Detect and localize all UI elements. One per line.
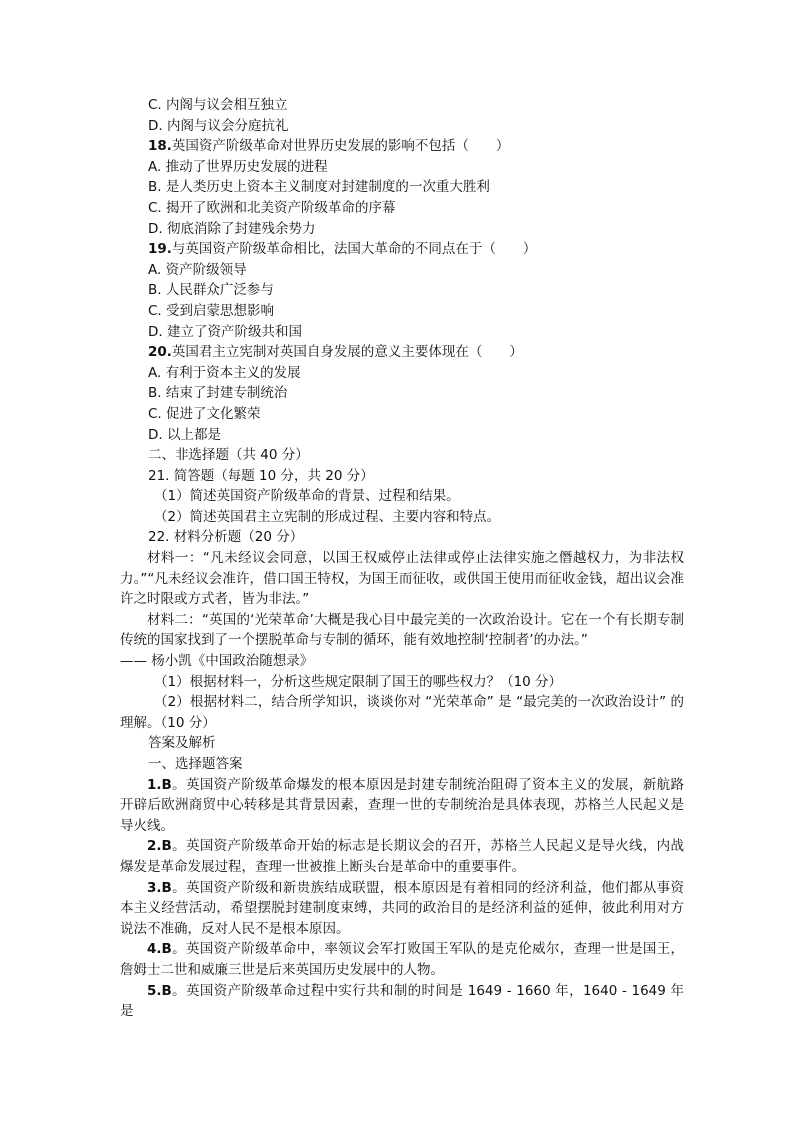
answer-key-4: 4.B [147, 941, 172, 958]
q18-option-c: C. 揭开了欧洲和北美资产阶级革命的序幕 [148, 199, 396, 216]
q20-stem [0, 342, 794, 363]
answer-key-5: 5.B [147, 982, 172, 999]
q17-option-c: C. 内阁与议会相互独立 [148, 97, 288, 113]
answer-key-2: 2.B [147, 838, 172, 855]
q20-option-c: C. 促进了文化繁荣 [148, 405, 261, 422]
answer-text-2: 。英国资产阶级革命开始的标志是长期议会的召开，苏格兰人民起义是导火线，内战爆发是革命发展过程，查理一世被推上断头台是革命中的重要事件。 [120, 838, 684, 875]
q19-option-a: A. 资产阶级领导 [148, 261, 247, 278]
answer-text-4: 。英国资产阶级革命中，率领议会军打败国王军队的是克伦威尔，查理一世是国王，詹姆士二世和威廉三世是后来英国历史发展中的人物。 [120, 941, 684, 978]
q19-option-d: D. 建立了资产阶级共和国 [148, 323, 302, 340]
q19-number: 19. [148, 241, 172, 258]
q18-stem-text: 英国资产阶级革命对世界历史发展的影响不包括（ ） [171, 138, 510, 155]
q18-stem [0, 136, 794, 157]
q20-option-d: D. 以上都是 [148, 426, 221, 443]
answer-text-3: 。英国资产阶级和新贵族结成联盟，根本原因是有着相同的经济利益，他们都从事资本主义经营活动，希望摆脱封建制度束缚，共同的政治目的是经济利益的延伸，彼此利用对方说法不准确，反对人民不是根本原因。 [120, 879, 684, 937]
q20-stem-text: 英国君主立宪制对英国自身发展的意义主要体现在（ ） [171, 344, 523, 361]
answer-text-5: 。英国资产阶级革命过程中实行共和制的时间是 1649 - 1660 年，1640 - 1649 年是 [120, 982, 684, 1020]
answer-item-2 [0, 836, 794, 877]
answer-key-1: 1.B [147, 776, 172, 793]
q19-stem [0, 239, 794, 260]
q19-option-c: C. 受到启蒙思想影响 [148, 302, 275, 319]
q21-sub1: （1）简述英国资产阶级革命的背景、过程和结果。 [154, 488, 460, 505]
part2-title: 二、非选择题（共 40 分） [148, 447, 309, 464]
q18-option-b: B. 是人类历史上资本主义制度对封建制度的一次重大胜利 [148, 179, 490, 196]
q18-option-d: D. 彻底消除了封建残余势力 [148, 220, 316, 237]
q20-option-b: B. 结束了封建专制统治 [148, 385, 288, 402]
answer-item-1 [0, 775, 794, 837]
q21-sub2: （2）简述英国君主立宪制的形成过程、主要内容和特点。 [154, 508, 501, 525]
page-content [0, 95, 794, 1022]
answer-item-3 [0, 878, 794, 940]
q22-title: 22. 材料分析题（20 分） [148, 529, 304, 546]
q18-number: 18. [148, 138, 172, 155]
q18-option-a: A. 推动了世界历史发展的进程 [148, 158, 328, 175]
answer-key-3: 3.B [147, 879, 172, 896]
answers-section1: 一、选择题答案 [148, 756, 243, 772]
q22-material-1: 材料一：“凡未经议会同意，以国王权威停止法律或停止法律实施之僭越权力，为非法权力。”“凡未经议会准许，借口国王特权，为国王而征收，或供国王使用而征收金钱，超出议会准许之时限或方式者，皆为非法。” [120, 550, 684, 608]
q20-option-a: A. 有利于资本主义的发展 [148, 364, 301, 381]
q19-option-b: B. 人民群众广泛参与 [148, 282, 274, 299]
q22-sub1: （1）根据材料一，分析这些规定限制了国王的哪些权力？（10 分） [154, 673, 563, 690]
answer-text-1: 。英国资产阶级革命爆发的根本原因是封建专制统治阻碍了资本主义的发展，新航路开辟后欧洲商贸中心转移是其背景因素，查理一世的专制统治是具体表现，苏格兰人民起义是导火线。 [120, 776, 684, 834]
q22-sub2: （2）根据材料二，结合所学知识，谈谈你对 “光荣革命” 是 “最完美的一次政治设计” 的理解。（10 分） [120, 694, 684, 731]
q22-material-2-source: —— 杨小凯《中国政治随想录》 [120, 653, 314, 670]
answer-item-5 [0, 981, 794, 1022]
q22-material-2: 材料二：“英国的‘光荣革命’大概是我心目中最完美的一次政治设计。它在一个有长期专制传统的国家找到了一个摆脱革命与专制的循环，能有效地控制‘控制者’的办法。” [120, 611, 684, 649]
q19-stem-text: 与英国资产阶级革命相比，法国大革命的不同点在于（ ） [171, 241, 537, 258]
answer-item-4 [0, 939, 794, 980]
answers-title: 答案及解析 [148, 735, 216, 752]
q20-number: 20. [148, 344, 172, 361]
q17-option-d: D. 内阁与议会分庭抗礼 [148, 117, 289, 134]
q21-title: 21. 简答题（每题 10 分，共 20 分） [148, 467, 374, 484]
